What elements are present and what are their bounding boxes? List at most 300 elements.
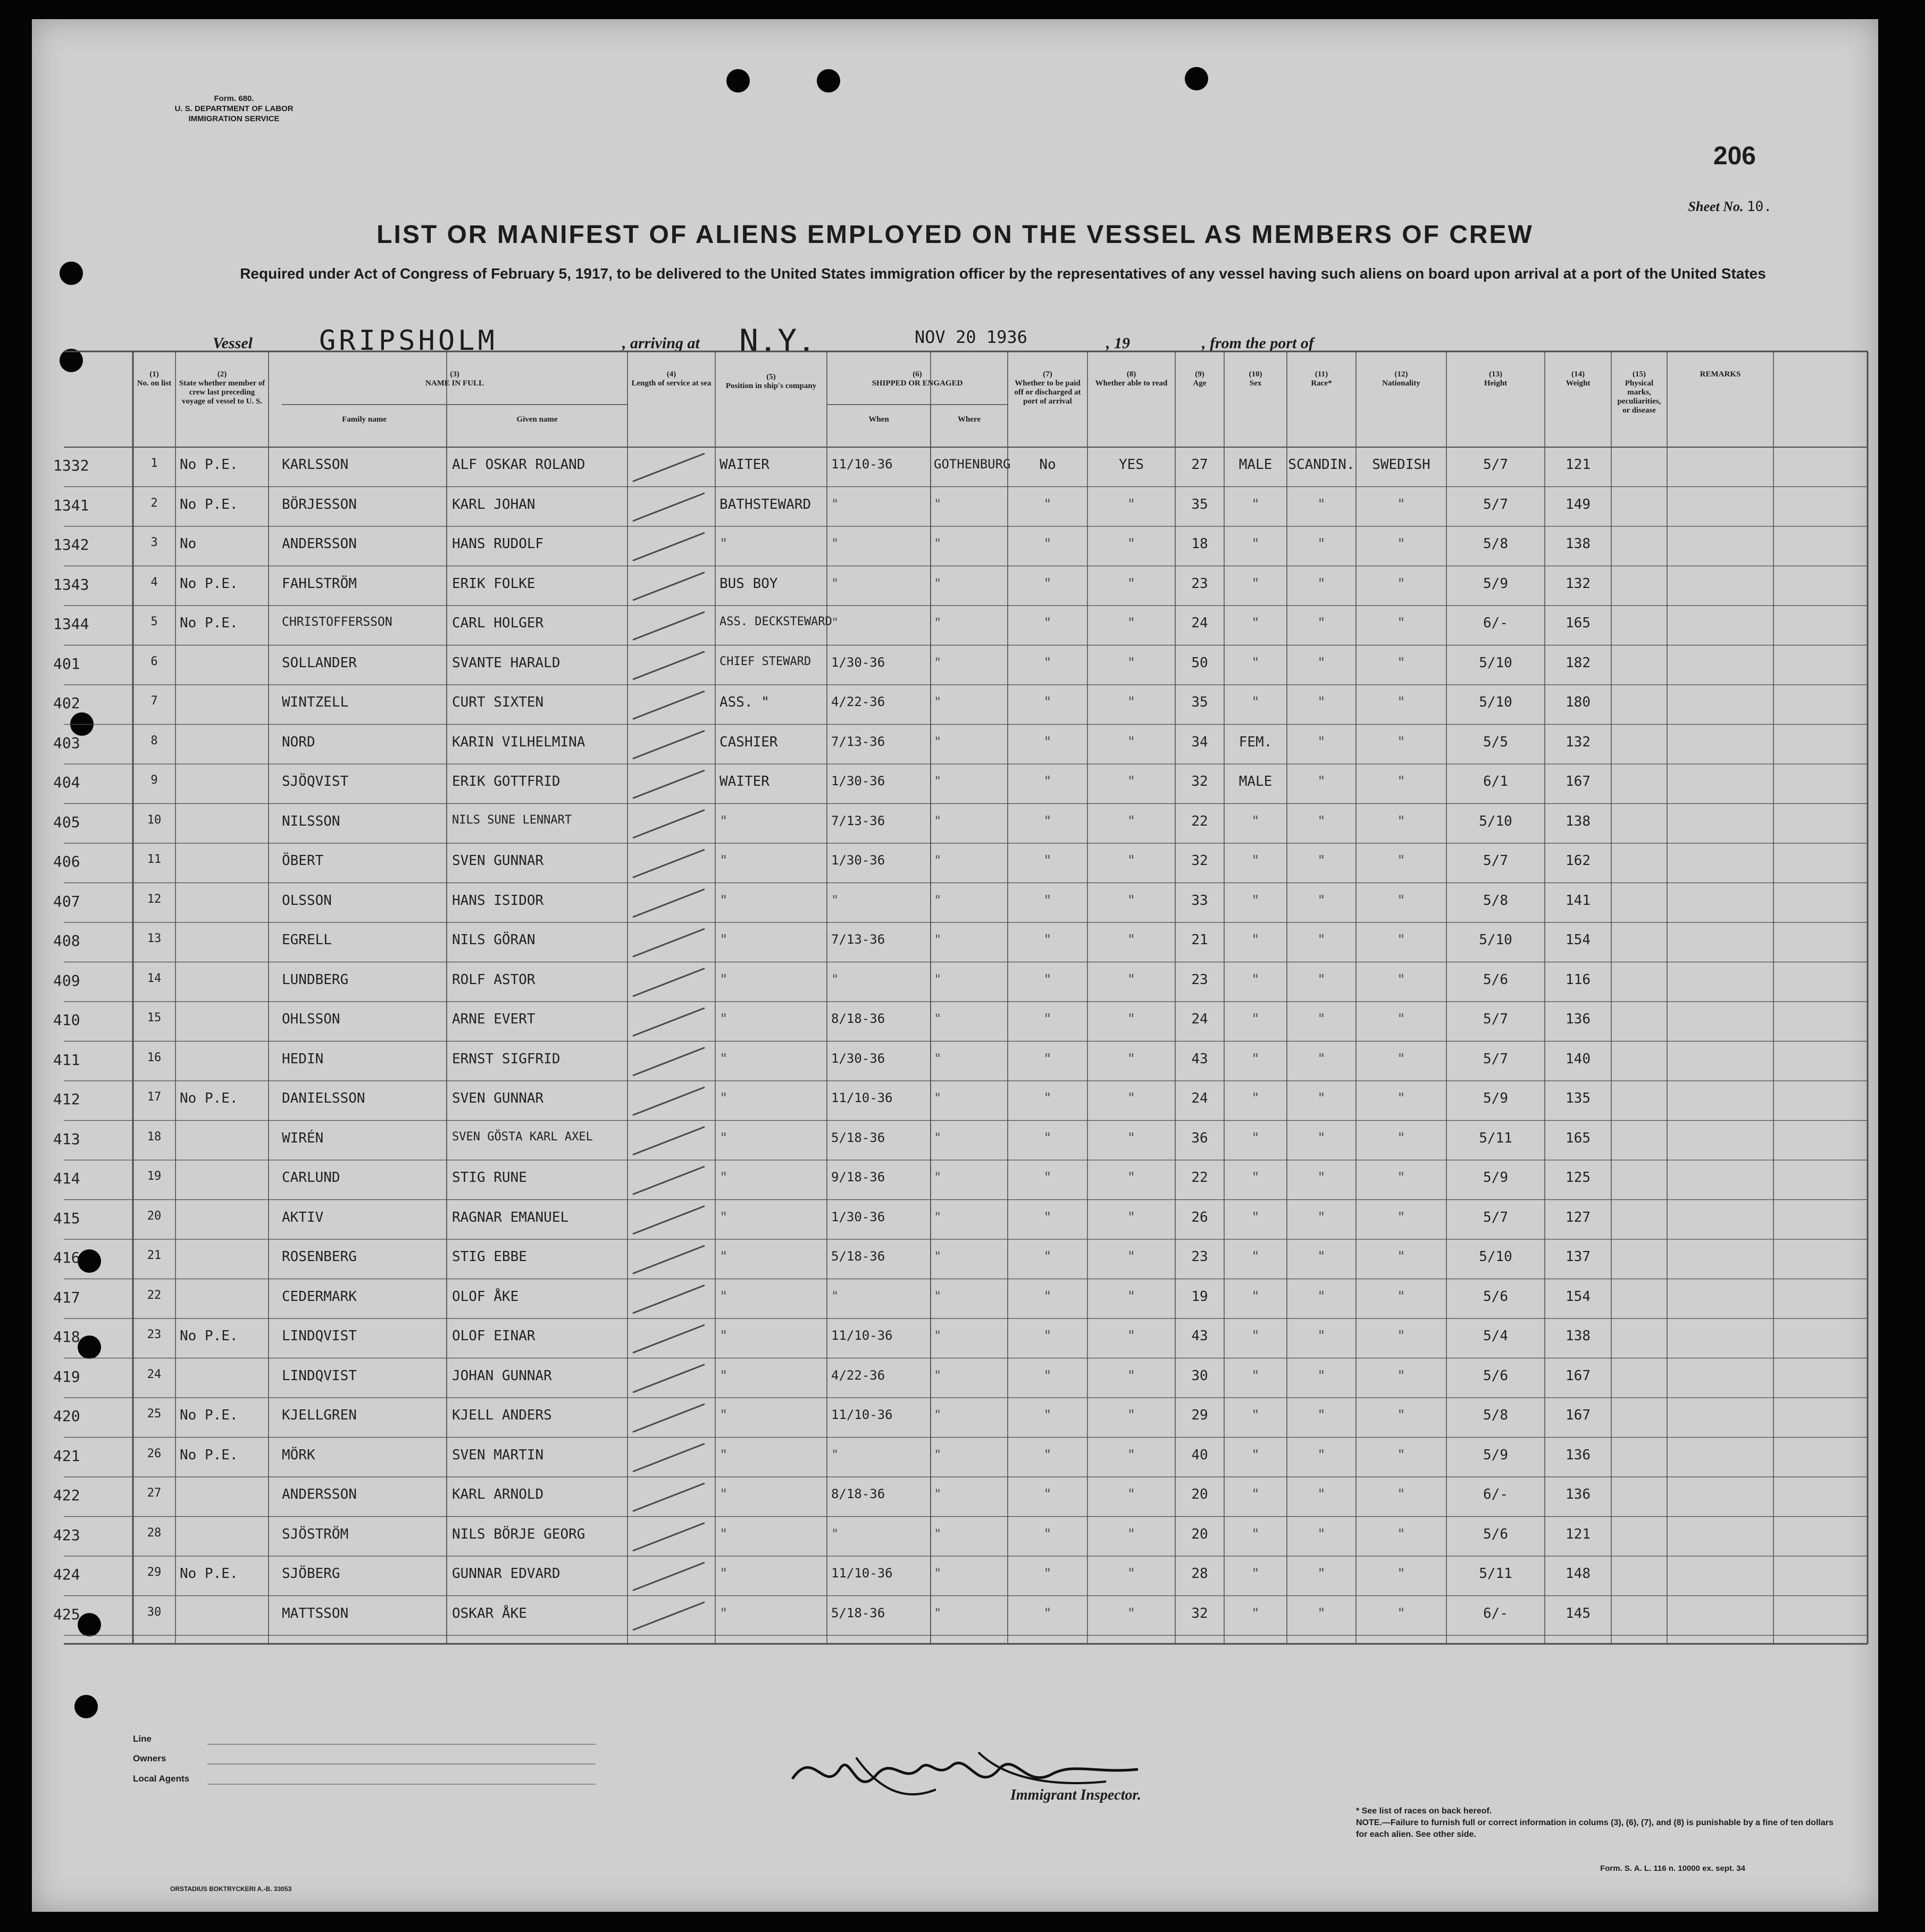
column-label: When	[868, 415, 889, 424]
cell-weight: 154	[1566, 1288, 1591, 1305]
cell-age: 32	[1191, 1605, 1208, 1622]
cell-weight: 154	[1566, 932, 1591, 948]
cell-paid: "	[1043, 496, 1052, 513]
cell-no: 17	[147, 1090, 162, 1104]
cell-where: GOTHENBURG	[934, 457, 1011, 472]
cell-height: 5/10	[1479, 932, 1512, 948]
cell-when: 1/30-36	[831, 654, 885, 670]
cell-no: 21	[147, 1249, 162, 1262]
cell-where: "	[934, 1051, 942, 1066]
cell-height: 5/6	[1483, 1288, 1508, 1305]
cell-weight: 140	[1566, 1051, 1591, 1067]
cell-race: "	[1317, 694, 1326, 710]
cell-age: 29	[1191, 1407, 1208, 1423]
column-label: NAME IN FULL	[425, 379, 484, 388]
service-name: IMMIGRATION SERVICE	[188, 114, 280, 123]
cell-race: "	[1317, 1011, 1326, 1027]
cell-race: "	[1317, 575, 1326, 592]
cell-read: "	[1127, 654, 1136, 671]
cell-paid: "	[1043, 1605, 1052, 1622]
cell-where: "	[934, 1526, 942, 1541]
cell-family: OLSSON	[282, 892, 332, 909]
cell-position: "	[719, 813, 728, 829]
page-subtitle: Required under Act of Congress of February 5, 1917, to be delivered to the United States immigration officer by the representatives of any vessel having such aliens on board upon arrival at a port of the United States	[240, 265, 1766, 282]
cell-weight: 165	[1566, 1130, 1591, 1146]
cell-prev: No P.E.	[180, 1447, 238, 1463]
cell-where: "	[934, 615, 942, 630]
cell-height: 5/4	[1483, 1328, 1508, 1344]
cell-given: ERIK FOLKE	[452, 575, 535, 592]
service-check-mark	[633, 1286, 705, 1314]
column-label: Position in ship's company	[725, 382, 817, 390]
cell-position: "	[719, 971, 728, 988]
cell-given: SVANTE HARALD	[452, 654, 560, 671]
cell-nat: "	[1397, 853, 1405, 869]
cell-family: LINDQVIST	[282, 1367, 357, 1384]
service-check-mark	[633, 1483, 705, 1511]
cell-paid: "	[1043, 971, 1052, 988]
cell-sex: "	[1251, 1051, 1260, 1067]
cell-read: "	[1127, 1090, 1136, 1106]
cell-family: KJELLGREN	[282, 1407, 357, 1423]
cell-family: SJÖSTRÖM	[282, 1526, 349, 1542]
cell-height: 5/7	[1483, 1209, 1508, 1225]
cell-read: "	[1127, 1051, 1136, 1067]
cell-when: 1/30-36	[831, 1209, 885, 1224]
cell-ref: 405	[53, 813, 80, 831]
cell-when: 1/30-36	[831, 853, 885, 868]
cell-paid: No	[1039, 457, 1056, 473]
cell-given: KARL ARNOLD	[452, 1486, 544, 1502]
cell-age: 26	[1191, 1209, 1208, 1225]
cell-family: BÖRJESSON	[282, 496, 357, 513]
cell-read: "	[1127, 536, 1136, 552]
column-header	[1669, 370, 1771, 379]
cell-sex: FEM.	[1238, 734, 1273, 750]
cell-nat: "	[1397, 971, 1405, 988]
cell-given: SVEN GUNNAR	[452, 1090, 544, 1106]
cell-paid: "	[1043, 575, 1052, 592]
form-code: Form. S. A. L. 116 n. 10000 ex. sept. 34	[1600, 1864, 1745, 1873]
cell-where: "	[934, 496, 942, 511]
cell-height: 5/6	[1483, 1367, 1508, 1384]
cell-family: LUNDBERG	[282, 971, 349, 988]
cell-paid: "	[1043, 1209, 1052, 1225]
service-check-mark	[633, 1166, 705, 1195]
cell-family: WIRÉN	[282, 1130, 324, 1146]
page-number: 206	[1713, 142, 1756, 170]
cell-given: NILS BÖRJE GEORG	[452, 1526, 585, 1542]
cell-no: 14	[147, 971, 162, 985]
cell-position: "	[719, 1209, 728, 1225]
cell-paid: "	[1043, 1051, 1052, 1067]
cell-ref: 415	[53, 1209, 80, 1227]
cell-ref: 418	[53, 1328, 80, 1346]
cell-position: "	[719, 1526, 728, 1542]
cell-race: "	[1317, 1367, 1326, 1384]
service-check-mark	[633, 731, 705, 759]
cell-nat: "	[1397, 1328, 1405, 1344]
cell-weight: 167	[1566, 774, 1591, 789]
column-label: Given name	[516, 415, 558, 424]
column-label: No. on list	[137, 379, 172, 388]
cell-paid: "	[1043, 1249, 1052, 1265]
cell-age: 33	[1191, 892, 1208, 909]
cell-weight: 121	[1566, 457, 1591, 473]
cell-nat: "	[1397, 1526, 1405, 1542]
cell-where: "	[934, 1249, 942, 1264]
cell-ref: 424	[53, 1566, 80, 1583]
cell-race: "	[1317, 1407, 1326, 1423]
cell-position: ASS. DECKSTEWARD	[719, 615, 832, 628]
service-check-mark	[633, 969, 705, 997]
column-label: Nationality	[1382, 379, 1420, 388]
cell-age: 32	[1191, 774, 1208, 789]
service-check-mark	[633, 652, 705, 680]
cell-nat: "	[1397, 892, 1405, 909]
cell-height: 5/7	[1483, 1011, 1508, 1027]
page-title: LIST OR MANIFEST OF ALIENS EMPLOYED ON THE VESSEL AS MEMBERS OF CREW	[376, 221, 1534, 249]
column-header	[829, 370, 1006, 388]
cell-given: HANS ISIDOR	[452, 892, 544, 909]
column-label: Where	[957, 415, 981, 424]
cell-paid: "	[1043, 1328, 1052, 1344]
cell-sex: "	[1251, 892, 1260, 909]
cell-race: "	[1317, 1526, 1326, 1542]
cell-weight: 138	[1566, 536, 1591, 552]
cell-weight: 165	[1566, 615, 1591, 631]
cell-given: ALF OSKAR ROLAND	[452, 457, 585, 473]
cell-given: ERIK GOTTFRID	[452, 774, 560, 789]
cell-position: "	[719, 1288, 728, 1305]
cell-where: "	[934, 654, 942, 670]
column-header	[1226, 370, 1285, 388]
cell-ref: 425	[53, 1605, 80, 1623]
cell-read: "	[1127, 1328, 1136, 1344]
cell-when: 4/22-36	[831, 694, 885, 709]
cell-no: 3	[150, 536, 158, 549]
cell-age: 43	[1191, 1051, 1208, 1067]
cell-sex: "	[1251, 1407, 1260, 1423]
cell-ref: 417	[53, 1288, 80, 1306]
cell-no: 16	[147, 1051, 162, 1064]
column-number: (10)	[1249, 370, 1262, 379]
service-check-mark	[633, 1404, 705, 1432]
cell-ref: 404	[53, 774, 80, 791]
cell-family: DANIELSSON	[282, 1090, 365, 1106]
service-check-mark	[633, 1563, 705, 1591]
column-header	[449, 415, 625, 424]
inspector-label: Immigrant Inspector.	[1010, 1787, 1141, 1803]
cell-weight: 145	[1566, 1605, 1591, 1622]
cell-read: "	[1127, 1605, 1136, 1622]
cell-position: WAITER	[719, 774, 769, 789]
cell-position: "	[719, 932, 728, 948]
cell-no: 2	[150, 496, 158, 510]
cell-age: 35	[1191, 496, 1208, 513]
cell-read: "	[1127, 1249, 1136, 1265]
column-label: Length of service at sea	[631, 379, 712, 388]
cell-weight: 137	[1566, 1249, 1591, 1265]
cell-ref: 409	[53, 971, 80, 989]
cell-sex: "	[1251, 575, 1260, 592]
cell-race: "	[1317, 1288, 1326, 1305]
cell-given: RAGNAR EMANUEL	[452, 1209, 569, 1225]
cell-where: "	[934, 1605, 942, 1620]
cell-where: "	[934, 694, 942, 709]
cell-read: "	[1127, 1367, 1136, 1384]
cell-race: "	[1317, 734, 1326, 750]
cell-where: "	[934, 1090, 942, 1105]
service-check-mark	[633, 889, 705, 918]
cell-where: "	[934, 575, 942, 591]
cell-when: "	[831, 1526, 839, 1541]
cell-where: "	[934, 1170, 942, 1185]
cell-weight: 162	[1566, 853, 1591, 869]
cell-nat: "	[1397, 1407, 1405, 1423]
cell-prev: No P.E.	[180, 1090, 238, 1106]
cell-race: "	[1317, 774, 1326, 789]
cell-weight: 132	[1566, 734, 1591, 750]
cell-prev: No P.E.	[180, 575, 238, 592]
cell-read: "	[1127, 734, 1136, 750]
column-header	[178, 370, 266, 406]
cell-given: NILS GÖRAN	[452, 932, 535, 948]
cell-position: "	[719, 1486, 728, 1502]
cell-where: "	[934, 1486, 942, 1501]
cell-when: 11/10-36	[831, 1407, 893, 1422]
cell-paid: "	[1043, 1367, 1052, 1384]
cell-when: "	[831, 1288, 839, 1304]
cell-given: SVEN GÖSTA KARL AXEL	[452, 1130, 593, 1144]
cell-nat: "	[1397, 813, 1405, 829]
cell-nat: "	[1397, 1051, 1405, 1067]
cell-no: 1	[150, 457, 158, 470]
service-check-mark	[633, 1325, 705, 1353]
cell-paid: "	[1043, 1170, 1052, 1186]
cell-when: 7/13-36	[831, 813, 885, 828]
cell-nat: "	[1397, 1090, 1405, 1106]
cell-race: "	[1317, 536, 1326, 552]
cell-position: "	[719, 1566, 728, 1582]
cell-read: "	[1127, 853, 1136, 869]
column-header	[1090, 370, 1173, 388]
column-number: (11)	[1315, 370, 1328, 379]
cell-family: OHLSSON	[282, 1011, 340, 1027]
cell-ref: 412	[53, 1090, 80, 1108]
cell-given: SVEN MARTIN	[452, 1447, 544, 1463]
cell-position: ASS. "	[719, 694, 769, 710]
cell-paid: "	[1043, 1566, 1052, 1582]
cell-position: "	[719, 892, 728, 909]
manifest-sheet	[32, 19, 1878, 1912]
cell-position: "	[719, 1447, 728, 1463]
cell-weight: 121	[1566, 1526, 1591, 1542]
cell-nat: SWEDISH	[1372, 457, 1430, 473]
cell-ref: 1344	[53, 615, 89, 633]
cell-read: "	[1127, 1170, 1136, 1186]
cell-race: "	[1317, 615, 1326, 631]
cell-age: 36	[1191, 1130, 1208, 1146]
column-number: (13)	[1489, 370, 1502, 379]
cell-where: "	[934, 892, 942, 908]
local-agents-label: Local Agents	[133, 1774, 190, 1784]
cell-paid: "	[1043, 1447, 1052, 1463]
service-check-mark	[633, 533, 705, 561]
cell-weight: 132	[1566, 575, 1591, 592]
form-number: Form. 680.	[214, 94, 254, 103]
column-header	[717, 373, 825, 391]
cell-race: "	[1317, 496, 1326, 513]
vessel-name: GRIPSHOLM	[319, 325, 498, 357]
table-grid	[32, 19, 1878, 1912]
cell-family: KARLSSON	[282, 457, 349, 473]
cell-sex: "	[1251, 496, 1260, 513]
cell-given: ERNST SIGFRID	[452, 1051, 560, 1067]
cell-when: 8/18-36	[831, 1011, 885, 1026]
cell-paid: "	[1043, 536, 1052, 552]
cell-when: 11/10-36	[831, 1090, 893, 1105]
cell-sex: "	[1251, 1566, 1260, 1582]
cell-read: "	[1127, 1209, 1136, 1225]
cell-when: 11/10-36	[831, 1566, 893, 1581]
cell-family: SJÖBERG	[282, 1566, 340, 1582]
service-check-mark	[633, 810, 705, 838]
column-header	[1449, 370, 1543, 388]
cell-when: 7/13-36	[831, 734, 885, 749]
column-label: REMARKS	[1700, 370, 1741, 379]
arriving-label: , arriving at	[622, 334, 700, 352]
cell-no: 12	[147, 892, 162, 906]
cell-given: ROLF ASTOR	[452, 971, 535, 988]
column-number: (6)	[913, 370, 922, 379]
cell-age: 24	[1191, 1011, 1208, 1027]
cell-height: 5/8	[1483, 536, 1508, 552]
cell-age: 32	[1191, 853, 1208, 869]
cell-age: 30	[1191, 1367, 1208, 1384]
department-name: U. S. DEPARTMENT OF LABOR	[174, 104, 294, 113]
cell-weight: 149	[1566, 496, 1591, 513]
column-header	[1289, 370, 1354, 388]
column-number: (4)	[666, 370, 676, 379]
cell-nat: "	[1397, 615, 1405, 631]
cell-weight: 167	[1566, 1407, 1591, 1423]
cell-when: 5/18-36	[831, 1605, 885, 1620]
cell-given: OLOF EINAR	[452, 1328, 535, 1344]
cell-where: "	[934, 1288, 942, 1304]
column-label: Sex	[1249, 379, 1262, 388]
cell-weight: 148	[1566, 1566, 1591, 1582]
cell-position: "	[719, 1170, 728, 1186]
cell-when: "	[831, 496, 839, 511]
column-header	[135, 370, 173, 388]
cell-age: 24	[1191, 615, 1208, 631]
cell-read: "	[1127, 615, 1136, 631]
cell-read: "	[1127, 1407, 1136, 1423]
cell-age: 40	[1191, 1447, 1208, 1463]
cell-nat: "	[1397, 1367, 1405, 1384]
service-check-mark	[633, 1008, 705, 1036]
cell-no: 28	[147, 1526, 162, 1540]
cell-race: "	[1317, 1130, 1326, 1146]
cell-race: "	[1317, 853, 1326, 869]
races-note: * See list of races on back hereof.	[1356, 1807, 1492, 1816]
cell-nat: "	[1397, 1130, 1405, 1146]
sheet-value: 10.	[1747, 199, 1772, 215]
column-header	[284, 370, 625, 388]
service-check-mark	[633, 493, 705, 522]
service-check-mark	[633, 1246, 705, 1274]
cell-paid: "	[1043, 1407, 1052, 1423]
cell-paid: "	[1043, 1011, 1052, 1027]
column-header	[1177, 370, 1222, 388]
cell-race: "	[1317, 1209, 1326, 1225]
service-check-mark	[633, 1206, 705, 1234]
cell-when: "	[831, 575, 839, 591]
cell-family: ANDERSSON	[282, 1486, 357, 1502]
column-header	[630, 370, 713, 388]
cell-sex: "	[1251, 1486, 1260, 1502]
cell-family: CHRISTOFFERSSON	[282, 615, 392, 629]
cell-race: SCANDIN.	[1288, 457, 1355, 473]
cell-weight: 116	[1566, 971, 1591, 988]
column-number: (7)	[1043, 370, 1052, 379]
cell-sex: "	[1251, 1328, 1260, 1344]
cell-weight: 180	[1566, 694, 1591, 710]
service-check-mark	[633, 850, 705, 878]
cell-ref: 416	[53, 1249, 80, 1266]
column-label: Family name	[342, 415, 387, 424]
cell-position: "	[719, 853, 728, 869]
cell-where: "	[934, 1407, 942, 1422]
cell-read: "	[1127, 496, 1136, 513]
cell-no: 18	[147, 1130, 162, 1144]
cell-no: 4	[150, 575, 158, 589]
cell-position: "	[719, 536, 728, 552]
cell-age: 24	[1191, 1090, 1208, 1106]
cell-race: "	[1317, 1249, 1326, 1265]
cell-race: "	[1317, 932, 1326, 948]
cell-height: 5/7	[1483, 1051, 1508, 1067]
cell-no: 9	[150, 774, 158, 787]
cell-given: KARIN VILHELMINA	[452, 734, 585, 750]
cell-height: 5/6	[1483, 1526, 1508, 1542]
cell-ref: 1342	[53, 536, 89, 553]
cell-no: 7	[150, 694, 158, 708]
port-label: , from the port of	[1202, 334, 1314, 352]
cell-position: "	[719, 1130, 728, 1146]
cell-age: 23	[1191, 1249, 1208, 1265]
cell-age: 18	[1191, 536, 1208, 552]
cell-paid: "	[1043, 1288, 1052, 1305]
cell-given: HANS RUDOLF	[452, 536, 544, 552]
cell-family: CEDERMARK	[282, 1288, 357, 1305]
cell-when: 1/30-36	[831, 1051, 885, 1066]
cell-nat: "	[1397, 1288, 1405, 1305]
column-number: (15)	[1633, 370, 1646, 379]
cell-when: 11/10-36	[831, 1328, 893, 1343]
cell-given: GUNNAR EDVARD	[452, 1566, 560, 1582]
cell-height: 5/9	[1483, 1447, 1508, 1463]
cell-no: 20	[147, 1209, 162, 1223]
cell-where: "	[934, 1447, 942, 1462]
cell-height: 6/-	[1483, 615, 1508, 631]
service-check-mark	[633, 1127, 705, 1155]
cell-weight: 136	[1566, 1486, 1591, 1502]
cell-prev: No P.E.	[180, 457, 238, 473]
cell-weight: 138	[1566, 1328, 1591, 1344]
cell-when: "	[831, 892, 839, 908]
